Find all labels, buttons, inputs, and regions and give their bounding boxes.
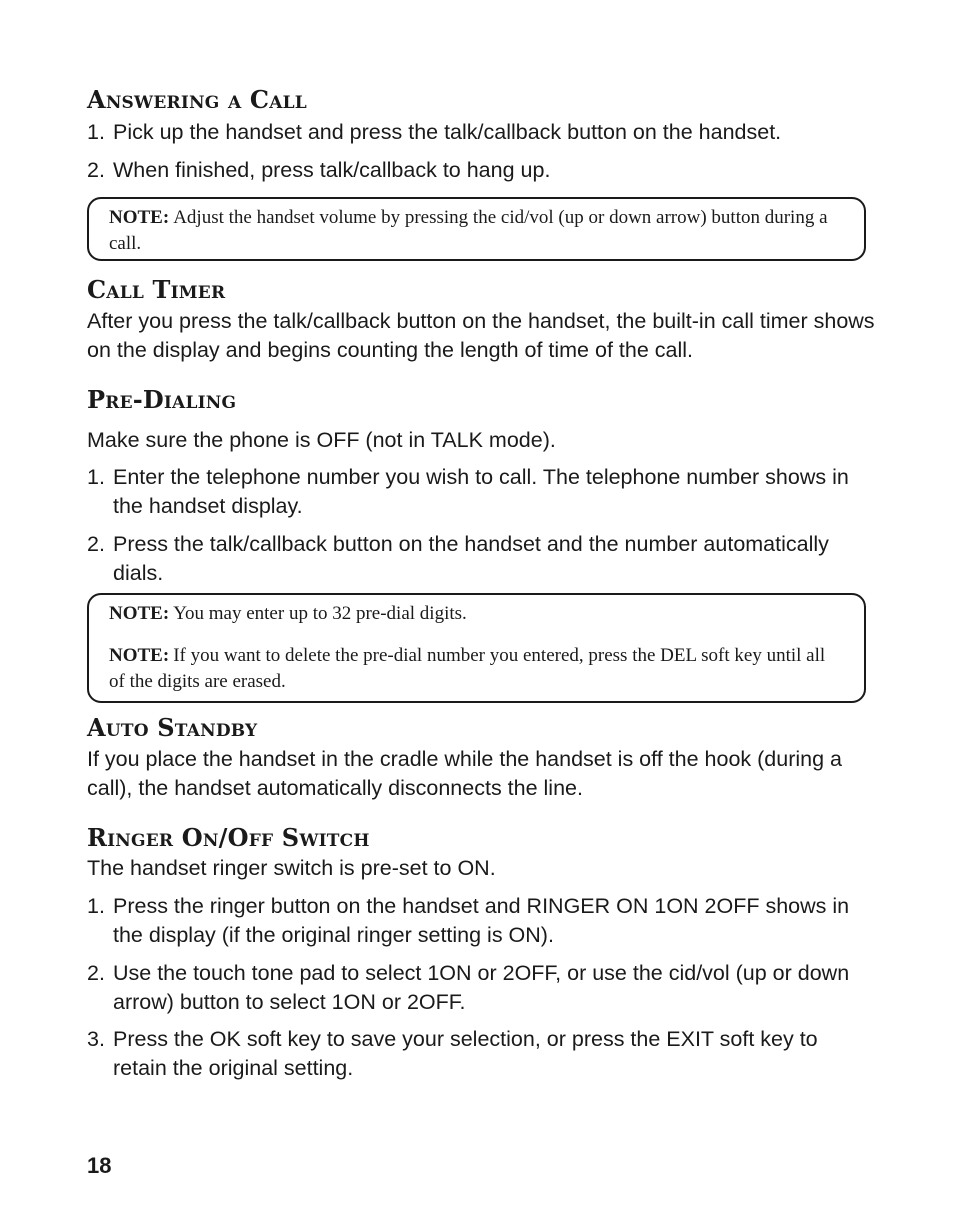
- step-text: When finished, press talk/callback to hang up.: [113, 158, 551, 182]
- note-label: NOTE:: [109, 645, 170, 666]
- step-number: 2.: [87, 961, 105, 985]
- step-text: Press the ringer button on the handset and RINGER ON 1ON 2OFF shows in the display (if the original ringer setting is ON).: [113, 894, 850, 947]
- step-text: Press the talk/callback button on the handset and the number automatically dials.: [113, 532, 829, 585]
- ringer-intro: The handset ringer switch is pre-set to ON.: [87, 856, 496, 880]
- note-label: NOTE:: [109, 603, 170, 624]
- step-number: 2.: [87, 158, 105, 182]
- call-timer-text: After you press the talk/callback button on the handset, the built-in call timer shows on the display and begins counting the length of time of the call.: [87, 309, 881, 362]
- pre-dialing-step-1: [87, 463, 877, 521]
- step-number: 3.: [87, 1027, 105, 1051]
- call-timer-heading: Call Timer: [87, 275, 226, 304]
- note-text: Adjust the handset volume by pressing the cid/vol (up or down arrow) button during a call.: [109, 207, 828, 254]
- note: [109, 205, 844, 257]
- pre-dial-notes-box: [87, 593, 866, 703]
- note-label: NOTE:: [109, 207, 170, 228]
- ringer-step-2: [87, 959, 877, 1017]
- note-text: If you want to delete the pre-dial number you entered, press the DEL soft key until all of the digits are erased.: [109, 645, 826, 692]
- note: [109, 643, 844, 695]
- step-number: 1.: [87, 120, 105, 144]
- pre-dialing-heading: Pre-Dialing: [87, 385, 237, 414]
- step-text: Pick up the handset and press the talk/callback button on the handset.: [113, 120, 782, 144]
- step-number: 1.: [87, 465, 105, 489]
- answering-step-2: [87, 156, 877, 185]
- step-text: Use the touch tone pad to select 1ON or 2OFF, or use the cid/vol (up or down arrow) button to select 1ON or 2OFF.: [113, 961, 850, 1014]
- pre-dialing-intro: Make sure the phone is OFF (not in TALK mode).: [87, 428, 556, 452]
- page-number: 18: [87, 1153, 112, 1178]
- answering-call-heading: Answering a Call: [87, 85, 307, 114]
- note: [109, 601, 844, 627]
- answering-step-1: [87, 118, 877, 147]
- note-text: You may enter up to 32 pre-dial digits.: [173, 603, 467, 624]
- ringer-step-3: [87, 1025, 877, 1083]
- step-number: 1.: [87, 894, 105, 918]
- ringer-switch-heading: Ringer On/Off Switch: [87, 823, 370, 852]
- step-text: Enter the telephone number you wish to call. The telephone number shows in the handset display.: [113, 465, 849, 518]
- auto-standby-text: If you place the handset in the cradle while the handset is off the hook (during a call), the handset automatically disconnects the line.: [87, 747, 848, 800]
- step-number: 2.: [87, 532, 105, 556]
- auto-standby-heading: Auto Standby: [87, 713, 258, 742]
- pre-dialing-step-2: [87, 530, 877, 588]
- ringer-step-1: [87, 892, 877, 950]
- step-text: Press the OK soft key to save your selection, or press the EXIT soft key to retain the original setting.: [113, 1027, 818, 1080]
- volume-note-box: [87, 197, 866, 261]
